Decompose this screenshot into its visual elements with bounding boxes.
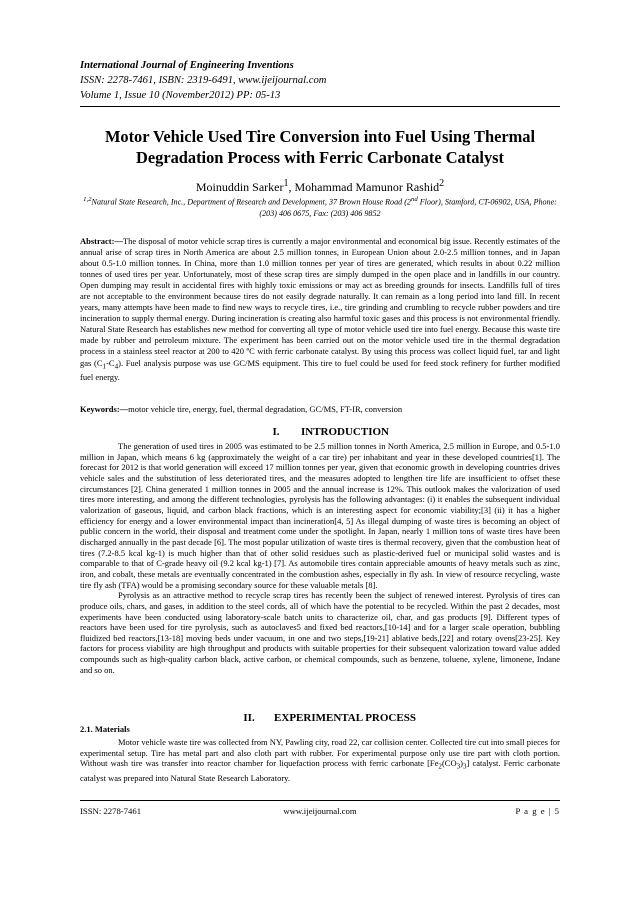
affiliation-text: Floor), Stamford, CT-06902, USA, Phone: (203) 406 0675, Fax: (203) 406 9852: [259, 197, 557, 219]
paragraph-text: Motor vehicle waste tire was collected from NY, Pawling city, road 22, car collision center. Collected tire cut into small pieces for experimental setup. Tire has metal part and also cloth part with rubber. For experimental purpose only use tire part with cloth portion. Without wash tire was transfer into reactor chamber for liquefaction process with ferric carbonate [Fe: [80, 737, 560, 769]
author-name: Mohammad Mamunor Rashid: [294, 180, 440, 194]
footer-page-number: P a g e | 5: [515, 806, 560, 816]
subscript: 3: [456, 763, 461, 771]
abstract-text: ). Fuel analysis purpose was use GC/MS equipment. This tire to fuel could be used for feed stock refinery for further modified fuel energy.: [80, 357, 560, 383]
keywords: [80, 404, 560, 415]
abstract-label: Abstract:—: [80, 236, 123, 246]
paragraph-text: ] catalyst. Ferric carbonate catalyst was prepared into Natural State Research Laboratory.: [80, 758, 561, 783]
affiliation-ordinal: nd: [410, 196, 418, 203]
subsection-heading: 2.1. Materials: [80, 724, 130, 734]
section-number: I.: [272, 426, 280, 438]
journal-header: [80, 58, 560, 103]
subscript: 4: [114, 362, 119, 371]
affiliation: [80, 194, 560, 220]
journal-issn: ISSN: 2278-7461, ISBN: 2319-6491, www.ijeijournal.com: [80, 75, 327, 86]
paragraph: Pyrolysis as an attractive method to recycle scrap tires has recently been the subject of renewed interest. Pyrolysis of tires can produce oils, chars, and gases, in addition to the steel cords, all of which have the potential to be recycled. Within the past 2 decades, most experiments have been conducted using laboratory-scale batch units to characterize oil, char, and gas products [9]. Different types of reactors have been used for tire pyrolysis, such as autoclaves5 and fixed bed reactors,[10-14] and for a larger scale operation, bubbling fluidized bed reactors,[13-18] moving beds under vacuum, in one and two steps,[19-21] ablative beds,[22] and rotary ovens[23-25]. Key factors for process viability are high throughput and products with suitable properties for their subsequent valorization toward value added compounds such as high-quality carbon black, active carbon, or chemical compounds, such as benzene, toluene, xylene, limonene, Indane and so on.: [80, 590, 560, 675]
section-title: INTRODUCTION: [300, 426, 389, 438]
abstract: [80, 236, 560, 383]
section-title: EXPERIMENTAL PROCESS: [274, 712, 416, 724]
affiliation-mark: 1,2: [83, 196, 92, 203]
subscript: 3: [463, 763, 467, 771]
page-footer: [80, 804, 560, 818]
section-heading-introduction: [80, 426, 560, 439]
footer-divider: [80, 800, 560, 801]
section-heading-experimental: [80, 712, 560, 725]
affiliation-text: Natural State Research, Inc., Department of Research and Development, 37 Brown House Road (2: [91, 197, 411, 207]
section-number: II.: [243, 712, 255, 724]
header-divider: [80, 106, 560, 107]
paragraph-text: (CO: [441, 758, 457, 769]
subscript: 1: [102, 362, 107, 371]
paragraph: [80, 737, 560, 783]
abstract-text: The disposal of motor vehicle scrap tires is currently a major environmental and economical big issue. Recently estimates of the annual arise of scrap tires in North America are about 2.5 million tonnes, in European Union about 2.0-2.5 million tonnes, and in Japan about 0.5-1.0 million tonnes. In China, more than 1.0 million tonnes per year of tires are generated, which results in about 0.22 million tonnes of used tires per year. Unfortunately, most of these scrap tires are simply dumped in the open place and in landfills in our country. Open dumping may result in accidental fires with highly toxic emissions or may act as breeding grounds for insects. Landfills full of tires are not acceptable to the environment because tires do not easily degrade naturally. It can remain as a long period into land fill. In recent years, many attempts have been made to find new ways to recycle tires, i.e., tire grinding and crumbling to recycle rubber powders and tire incineration to supply thermal energy. During incineration is creating also harmful toxic gases and this process is not environmental friendly. Natural State Research has establishes new method for converting all type of motor vehicle used tire into fuel energy. Because this waste tire made by rubber and petroleum mixture. The experiment has been carried out on the motor vehicle used tire in the thermal degradation process in a stainless steel reactor at 200 to 420 ºC with ferric carbonate catalyst. By using this process was collect liquid fuel, tar and light gas (C: [80, 236, 560, 368]
journal-name: International Journal of Engineering Inventions: [80, 60, 294, 71]
keywords-text: motor vehicle tire, energy, fuel, thermal degradation, GC/MS, FT-IR, conversion: [128, 404, 403, 414]
materials-body: [80, 737, 560, 783]
paragraph-text: ): [460, 758, 463, 769]
keywords-label: Keywords:—: [80, 404, 129, 414]
introduction-body: [80, 441, 560, 675]
paragraph: The generation of used tires in 2005 was estimated to be 2.5 million tonnes in North America, 2.5 million in Europe, and 0.5-1.0 million in Japan, which means 6 kg (approximately the weight of a car tire) per inhabitant and year in these developed countries[1]. The forecast for 2012 is that world generation will exceed 17 million tonnes per year, given that economic growth in developing countries drives vehicle sales and the substitution of less deteriorated tires, and the measures adopted to lengthen tire life are insufficient to offset these circumstances [2]. China generated 1 million tonnes in 2005 and the annual increase is 12%. This outlook makes the valorization of used tires more interesting, and among the different technologies, pyrolysis has the following advantages: (i) it enables the subsequent individual valorization of gaseous, liquid, and carbon black fractions, which is an interesting aspect for economic viability;[3] (ii) it has a higher efficiency for energy and a lower environmental impact than incineration[4, 5] As illegal dumping of waste tires is becoming an object of public concern in the world, their disposal and treatment come under the spotlight. In Japan, nearly 1 million tons of waste tires have been discharged annually in the past decade [6]. The most popular utilization of waste tires is thermal recovery, given that the combustion heat of tires (7.2-8.5 kcal kg-1) is much higher than that of other solid residues such as plastic-derived fuel or municipal solid wastes and is comparable to that of C-grade heavy oil (9.2 kcal kg-1) [7]. As automobile tires contain appreciable amounts of heavy metals such as zinc, iron, and cobalt, these metals are eventually concentrated in the combustion ashes, especially in fly ash. In view of resource recycling, waste tire fly ash (TFA) would be a promising secondary source for these valuable metals [8].: [80, 441, 560, 590]
subscript: 2: [438, 763, 442, 771]
author-affil-mark: 1: [283, 178, 289, 189]
author-affil-mark: 2: [439, 178, 445, 189]
paper-title: Motor Vehicle Used Tire Conversion into Fuel Using Thermal Degradation Process with Ferric Carbonate Catalyst: [104, 127, 536, 167]
author-separator: ,: [288, 180, 295, 194]
author-line: [80, 176, 560, 195]
author-name: Moinuddin Sarker: [195, 180, 284, 194]
abstract-text: -C: [106, 357, 115, 368]
footer-website: www.ijeijournal.com: [283, 806, 357, 816]
journal-volume: Volume 1, Issue 10 (November2012) PP: 05-13: [80, 90, 281, 101]
footer-issn: ISSN: 2278-7461: [80, 806, 142, 816]
